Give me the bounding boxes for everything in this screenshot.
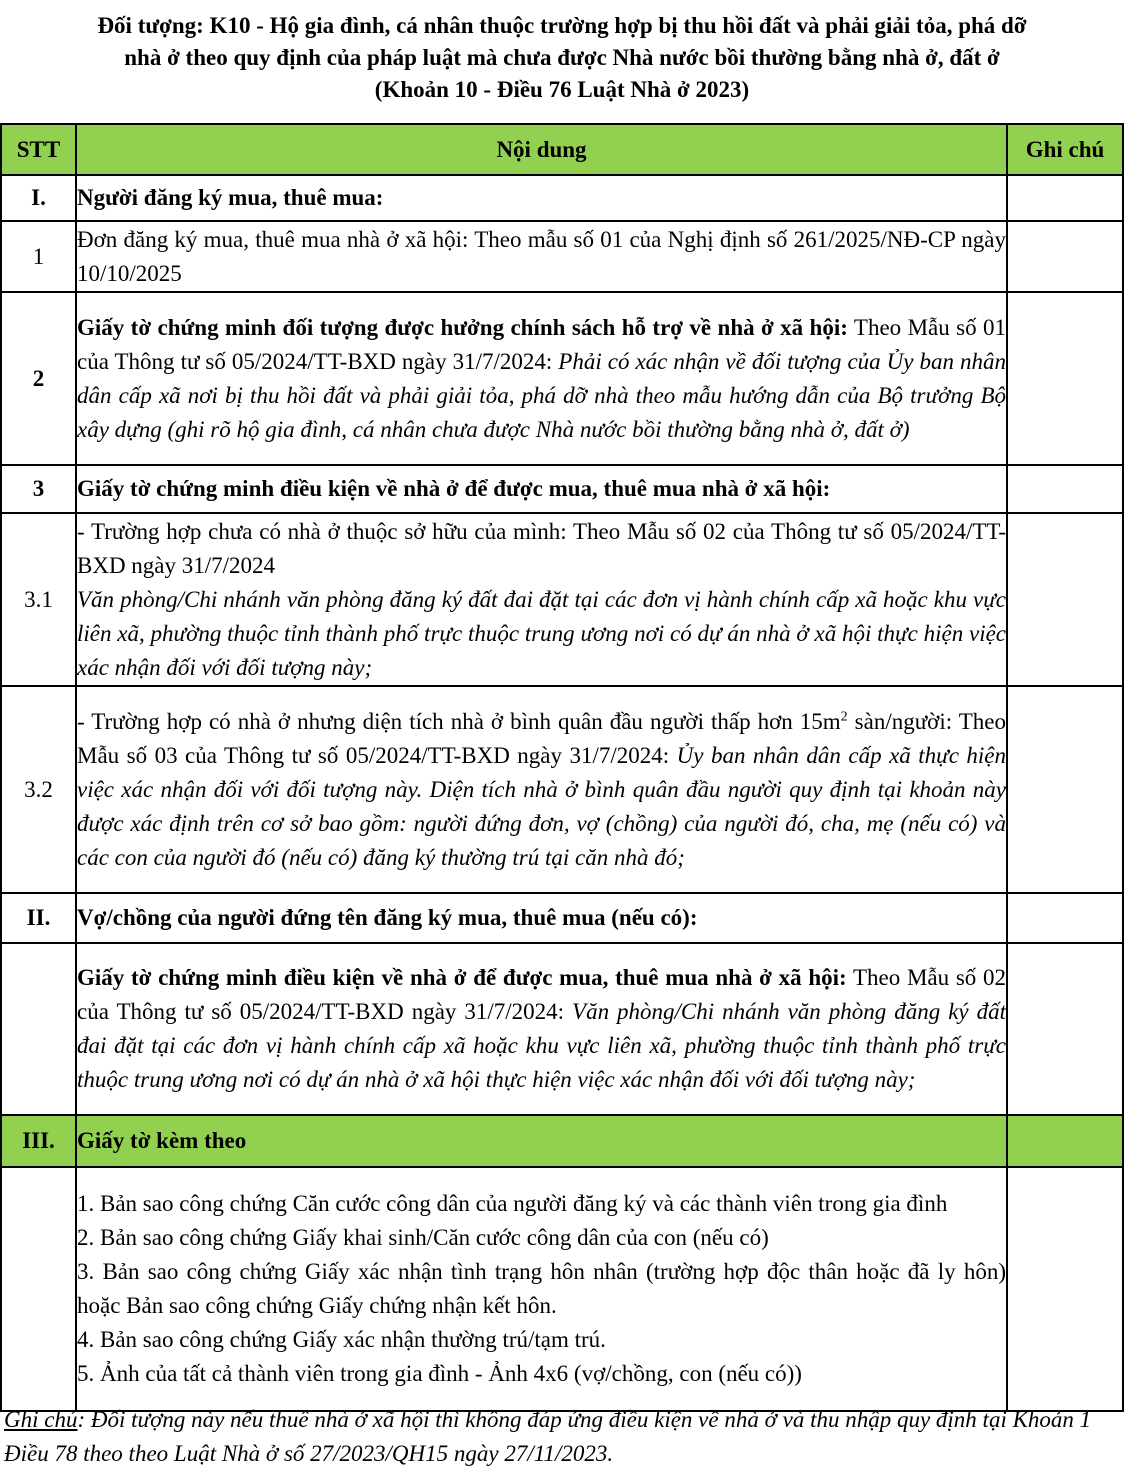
row-bold-text: Giấy tờ chứng minh đối tượng được hưởng chính sách hỗ trợ về nhà ở xã hội: [77,314,848,340]
table-row [1,686,1123,893]
table-row [1,513,1123,686]
list-item: 4. Bản sao công chứng Giấy xác nhận thường trú/tạm trú. [77,1327,606,1352]
row-italic-text: Phải có xác nhận về đối tượng của Ủy ban nhân dân cấp xã nơi bị thu hồi đất và phải giải tỏa, phá dỡ nhà theo mẫu hướng dẫn của Bộ trưởng Bộ xây dựng (ghi rõ hộ gia đình, cá nhân chưa được Nhà nước bồi thường bằng nhà ở, đất ở) [77,348,1006,442]
row-normal-text: - Trường hợp chưa có nhà ở thuộc sở hữu của mình: Theo Mẫu số 02 của Thông tư số 05/2024/TT-BXD ngày 31/7/2024 [77,518,1006,578]
row-normal-text: - Trường hợp có nhà ở nhưng diện tích nhà ở bình quân đầu người thấp hơn 15m [77,708,841,734]
row-content [76,686,1007,893]
table-row [1,943,1123,1115]
table-row [1,893,1123,943]
row-note [1007,465,1123,513]
row-content: Giấy tờ kèm theo [76,1115,1007,1167]
title-line-1: Đối tượng: K10 - Hộ gia đình, cá nhân thuộc trường hợp bị thu hồi đất và phải giải tỏa, phá dỡ [97,13,1027,38]
row-normal-text: Theo Mẫu số 01 của Thông tư số 05/2024/TT-BXD ngày 31/7/2024: [77,314,1006,374]
row-stt: I. [1,175,76,221]
table-row [1,221,1123,292]
row-italic-text: Ủy ban nhân dân cấp xã thực hiện việc xác nhận đối với đối tượng này. Diện tích nhà ở bình quân đầu người quy định tại khoản này được xác định trên cơ sở bao gồm: người đứng đơn, vợ (chồng) của người đó, cha, mẹ (nếu có) và các con của người đó (nếu có) đăng ký thường trú tại căn nhà đó; [77,742,1006,870]
document-title [0,10,1124,106]
table-header-row [1,124,1123,175]
table-row [1,175,1123,221]
row-italic-text: Văn phòng/Chi nhánh văn phòng đăng ký đất đai đặt tại các đơn vị hành chính cấp xã hoặc khu vực liên xã, phường thuộc tỉnh thành phố trực thuộc trung ương nơi có dự án nhà ở xã hội thực hiện việc xác nhận đối với đối tượng này; [77,999,1006,1092]
row-stt [1,1167,76,1411]
table-row [1,1115,1123,1167]
footnote [4,1403,1116,1471]
row-content: Đơn đăng ký mua, thuê mua nhà ở xã hội: Theo mẫu số 01 của Nghị định số 261/2025/NĐ-CP ngày 10/10/2025 [76,221,1007,292]
row-stt: 3.2 [1,686,76,893]
title-line-2: nhà ở theo quy định của pháp luật mà chưa được Nhà nước bồi thường bằng nhà ở, đất ở [124,45,1000,70]
list-item: 3. Bản sao công chứng Giấy xác nhận tình trạng hôn nhân (trường hợp độc thân hoặc đã ly hôn) hoặc Bản sao công chứng Giấy chứng nhận kết hôn. [77,1259,1006,1318]
table-row [1,292,1123,465]
row-normal-text: sàn/người: Theo Mẫu số 03 của Thông tư số 05/2024/TT-BXD ngày 31/7/2024: [77,708,1006,768]
title-line-3: (Khoản 10 - Điều 76 Luật Nhà ở 2023) [374,77,750,102]
row-stt: II. [1,893,76,943]
row-note [1007,1115,1123,1167]
footnote-text: : Đối tượng này nếu thuê nhà ở xã hội thì không đáp ứng điều kiện về nhà ở và thu nhập quy định tại Khoản 1 Điều 78 theo theo Luật Nhà ở số 27/2023/QH15 ngày 27/11/2023. [4,1407,1092,1466]
row-stt: 1 [1,221,76,292]
row-note [1007,221,1123,292]
row-note [1007,292,1123,465]
row-content [76,292,1007,465]
row-stt: 2 [1,292,76,465]
row-note [1007,943,1123,1115]
row-content: Người đăng ký mua, thuê mua: [76,175,1007,221]
row-note [1007,513,1123,686]
header-stt: STT [1,124,76,175]
row-content: Giấy tờ chứng minh điều kiện về nhà ở để được mua, thuê mua nhà ở xã hội: [76,465,1007,513]
row-bold-text: Giấy tờ chứng minh điều kiện về nhà ở để được mua, thuê mua nhà ở xã hội: [77,965,847,990]
row-content [76,943,1007,1115]
row-italic-text: Văn phòng/Chi nhánh văn phòng đăng ký đất đai đặt tại các đơn vị hành chính cấp xã hoặc khu vực liên xã, phường thuộc tỉnh thành phố trực thuộc trung ương nơi có dự án nhà ở xã hội thực hiện việc xác nhận đối với đối tượng này; [77,586,1006,680]
row-content [76,1167,1007,1411]
row-normal-text: Theo Mẫu số 02 của Thông tư số 05/2024/TT-BXD ngày 31/7/2024: [77,965,1006,1024]
row-stt [1,943,76,1115]
header-note: Ghi chú [1007,124,1123,175]
row-stt: 3 [1,465,76,513]
list-item: 1. Bản sao công chứng Căn cước công dân của người đăng ký và các thành viên trong gia đình [77,1191,948,1216]
list-item: 5. Ảnh của tất cả thành viên trong gia đình - Ảnh 4x6 (vợ/chồng, con (nếu có)) [77,1361,802,1386]
documents-table [0,123,1124,1412]
row-stt: III. [1,1115,76,1167]
superscript: 2 [840,708,848,724]
table-row [1,465,1123,513]
footnote-label: Ghi chú [4,1407,78,1432]
row-note [1007,686,1123,893]
row-note [1007,893,1123,943]
row-note [1007,175,1123,221]
table-row [1,1167,1123,1411]
row-content: Vợ/chồng của người đứng tên đăng ký mua, thuê mua (nếu có): [76,893,1007,943]
header-content: Nội dung [76,124,1007,175]
row-content [76,513,1007,686]
row-note [1007,1167,1123,1411]
row-stt: 3.1 [1,513,76,686]
list-item: 2. Bản sao công chứng Giấy khai sinh/Căn cước công dân của con (nếu có) [77,1225,769,1250]
